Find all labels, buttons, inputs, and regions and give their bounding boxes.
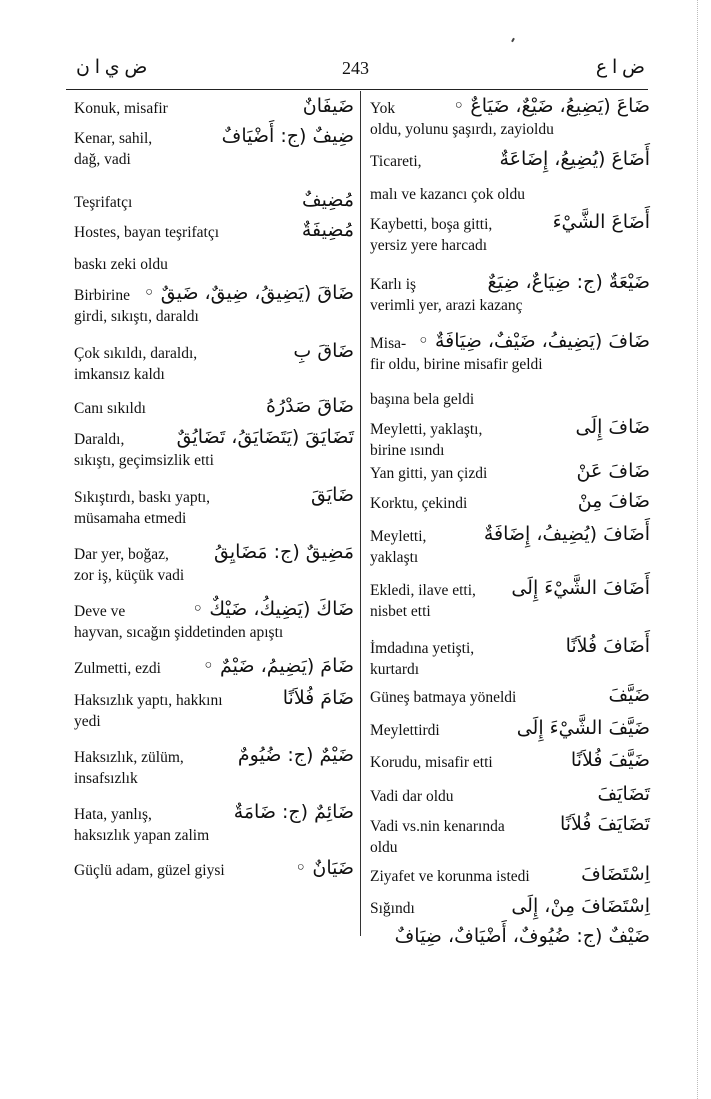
entry-translation: Daraldı, (74, 431, 125, 448)
dictionary-entry (74, 541, 354, 586)
entry-continuation: girdi, sıkıştı, daraldı (74, 308, 199, 325)
dictionary-entry (370, 684, 650, 708)
entry-translation: Meyletti, yaklaştı, (370, 421, 483, 438)
entry-translation: Ziyafet ve korunma istedi (370, 868, 530, 885)
entry-arabic: ضَافَ عَنْ (576, 460, 650, 482)
entry-continuation: zor iş, küçük vadi (74, 567, 185, 584)
entry-arabic: ضَافَ مِنْ (577, 490, 650, 512)
entry-translation: Yok (370, 100, 396, 117)
entry-translation: malı ve kazancı çok oldu (370, 186, 525, 203)
entry-arabic: ضِيفٌ (ج: أَضْيَافٌ (221, 125, 354, 147)
dictionary-entry (74, 426, 354, 471)
dictionary-entry (370, 148, 650, 172)
entry-arabic: مُضِيفَةٌ (301, 219, 354, 241)
dictionary-entry (370, 577, 650, 622)
dictionary-entry (370, 863, 650, 887)
entry-translation: Kaybetti, boşa gitti, (370, 216, 493, 233)
entry-translation: Korudu, misafir etti (370, 754, 493, 771)
entry-arabic: اِسْتَضَافَ مِنْ، إِلَى (511, 895, 650, 917)
dictionary-entry (74, 254, 354, 275)
dictionary-entry (370, 749, 650, 773)
entry-arabic: أَضَافَ فُلاَنًا (565, 635, 650, 657)
entry-translation: Meylettirdi (370, 722, 440, 739)
dictionary-entry (74, 744, 354, 789)
entry-arabic: ضَيَّفَ فُلاَنًا (570, 749, 650, 771)
entry-translation: Vadi vs.nin kenarında (370, 818, 505, 835)
entry-continuation: verimli yer, arazi kazanç (370, 297, 523, 314)
entry-continuation: fir oldu, birine misafir geldi (370, 356, 543, 373)
entry-arabic: أَضَاعَ الشَّيْءَ (552, 211, 650, 233)
dictionary-entry (370, 389, 650, 410)
dictionary-entry (370, 330, 650, 375)
stray-mark (511, 38, 515, 42)
dictionary-entry (74, 857, 354, 881)
dictionary-entry (74, 655, 354, 679)
dictionary-entry (370, 783, 650, 807)
dictionary-entry (370, 271, 650, 316)
entry-translation: Çok sıkıldı, daraldı, (74, 345, 198, 362)
entry-arabic: أَضَاعَ (يُضِيعُ، إِضَاعَةٌ (499, 148, 650, 170)
entry-translation: Karlı iş (370, 276, 417, 293)
entry-continuation: imkansız kaldı (74, 366, 165, 383)
column-divider (360, 91, 361, 936)
entry-arabic: ضَيَّفَ الشَّيْءَ إِلَى (516, 717, 650, 739)
dictionary-entry (74, 340, 354, 385)
entry-continuation: dağ, vadi (74, 151, 131, 168)
entry-continuation: sıkıştı, geçimsizlik etti (74, 452, 214, 469)
entry-arabic: ضَيْعَةٌ (ج: ضِيَاعٌ، ضِيَعٌ (487, 271, 650, 293)
entry-translation: baskı zeki oldu (74, 256, 168, 273)
entry-translation: Vadi dar oldu (370, 788, 454, 805)
dictionary-entry (74, 125, 354, 170)
entry-translation: Güçlü adam, güzel giysi (74, 862, 225, 879)
entry-translation: Kenar, sahil, (74, 130, 153, 147)
entry-translation: Ticareti, (370, 153, 422, 170)
entry-continuation: hayvan, sıcağın şiddetinden apıştı (74, 624, 284, 641)
page-number: 243 (342, 58, 369, 78)
dictionary-entry (370, 95, 650, 140)
header-left-root: ض ي ا ن (76, 57, 148, 78)
entry-translation: Canı sıkıldı (74, 400, 146, 417)
entry-translation: Hostes, bayan teşrifatçı (74, 224, 220, 241)
entry-arabic: ضَيفَانٌ (302, 95, 354, 117)
entry-translation: Haksızlık, zülüm, (74, 749, 184, 766)
dictionary-entry (74, 801, 354, 846)
entry-continuation: kurtardı (370, 661, 420, 678)
entry-arabic: مُضِيفٌ (301, 189, 354, 211)
dictionary-entry (74, 95, 354, 119)
header-rule (66, 89, 648, 90)
entry-arabic: ضَاكَ (يَضِيكُ، ضَيْكٌ ◦ (192, 598, 354, 620)
entry-arabic: تَضَايَقَ (يَتَضَايَقُ، تَضَايُقٌ (176, 426, 354, 448)
entry-arabic: أَضَافَ (يُضِيفُ، إِضَافَةٌ (483, 523, 650, 545)
entry-arabic: ضَافَ (يَضِيفُ، ضَيْفٌ، ضِيَافَةٌ ◦ (417, 330, 650, 352)
dictionary-entry (74, 484, 354, 529)
entry-arabic: ضَايَقَ (310, 484, 354, 506)
entry-continuation: haksızlık yapan zalim (74, 827, 210, 844)
entry-arabic: ضَيْفٌ (ج: ضُيُوفٌ، أَضْيَافٌ، ضِيَافٌ (394, 925, 650, 947)
entry-continuation: yedi (74, 713, 101, 730)
dictionary-entry (74, 282, 354, 327)
entry-translation: Konuk, misafir (74, 100, 168, 117)
entry-continuation: oldu (370, 839, 398, 856)
header-right-root: ض ا ع (595, 57, 645, 78)
entry-translation: Dar yer, boğaz, (74, 546, 169, 563)
entry-translation: Misa- (370, 335, 407, 352)
entry-arabic: ضَامَ (يَضِيمُ، ضَيْمٌ ◦ (202, 655, 354, 677)
entry-translation: Haksızlık yaptı, hakkını (74, 692, 223, 709)
dictionary-entry (74, 687, 354, 732)
entry-continuation: birine ısındı (370, 442, 445, 459)
entry-translation: başına bela geldi (370, 391, 475, 408)
entry-arabic: ضَيَانٌ ◦ (295, 857, 354, 879)
entry-continuation: insafsızlık (74, 770, 138, 787)
entry-translation: Hata, yanlış, (74, 806, 152, 823)
entry-arabic: أَضَافَ الشَّيْءَ إِلَى (511, 577, 650, 599)
entry-continuation: yaklaştı (370, 549, 419, 566)
dictionary-entry (370, 813, 650, 858)
dictionary-entry (370, 895, 650, 919)
entry-arabic: ضَاقَ (يَضِيقُ، ضِيقٌ، ضَيقٌ ◦ (143, 282, 354, 304)
entry-translation: Birbirine (74, 287, 130, 304)
page-edge-dots (697, 0, 698, 1099)
entry-continuation: müsamaha etmedi (74, 510, 187, 527)
entry-continuation: oldu, yolunu şaşırdı, zayioldu (370, 121, 554, 138)
entry-arabic: ضَاقَ بِ (293, 340, 354, 362)
dictionary-entry (74, 219, 354, 243)
dictionary-entry (74, 189, 354, 213)
entry-arabic: ضَافَ إِلَى (575, 416, 650, 438)
entry-translation: Yan gitti, yan çizdi (370, 465, 488, 482)
dictionary-entry (370, 490, 650, 514)
entry-arabic: ضَاعَ (يَضِيعُ، ضَيْعٌ، ضَيَاعٌ ◦ (453, 95, 650, 117)
entry-continuation: yersiz yere harcadı (370, 237, 488, 254)
entry-translation: Meyletti, (370, 528, 427, 545)
dictionary-entry (370, 460, 650, 484)
entry-arabic: مَضِيقٌ (ج: مَضَايِقُ (214, 541, 354, 563)
dictionary-entry (370, 635, 650, 680)
dictionary-entry (370, 416, 650, 461)
entry-translation: Ekledi, ilave etti, (370, 582, 476, 599)
entry-translation: Teşrifatçı (74, 194, 133, 211)
entry-arabic: تَضَايَفَ (597, 783, 650, 805)
entry-continuation: nisbet etti (370, 603, 431, 620)
dictionary-entry (370, 184, 650, 205)
entry-arabic: تَضَايَفَ فُلاَنًا (559, 813, 650, 835)
entry-arabic: ضَامَ فُلاَنًا (282, 687, 354, 709)
entry-translation: İmdadına yetişti, (370, 640, 475, 657)
entry-translation: Sığındı (370, 900, 415, 917)
dictionary-entry (370, 523, 650, 568)
entry-translation: Güneş batmaya yöneldi (370, 689, 517, 706)
dictionary-entry (370, 717, 650, 741)
dictionary-entry (74, 598, 354, 643)
entry-arabic: اِسْتَضَافَ (581, 863, 650, 885)
entry-arabic: ضَيْمٌ (ج: ضُيُومٌ (237, 744, 354, 766)
entry-translation: Sıkıştırdı, baskı yaptı, (74, 489, 211, 506)
entry-translation: Deve ve (74, 603, 126, 620)
entry-arabic: ضَائِمٌ (ج: ضَامَةٌ (233, 801, 354, 823)
dictionary-entry (370, 211, 650, 256)
entry-translation: Korktu, çekindi (370, 495, 468, 512)
entry-translation: Zulmetti, ezdi (74, 660, 161, 677)
dictionary-entry (74, 395, 354, 419)
entry-arabic: ضَيَّفَ (608, 684, 650, 706)
entry-arabic: ضَاقَ صَدْرُهُ (266, 395, 354, 417)
